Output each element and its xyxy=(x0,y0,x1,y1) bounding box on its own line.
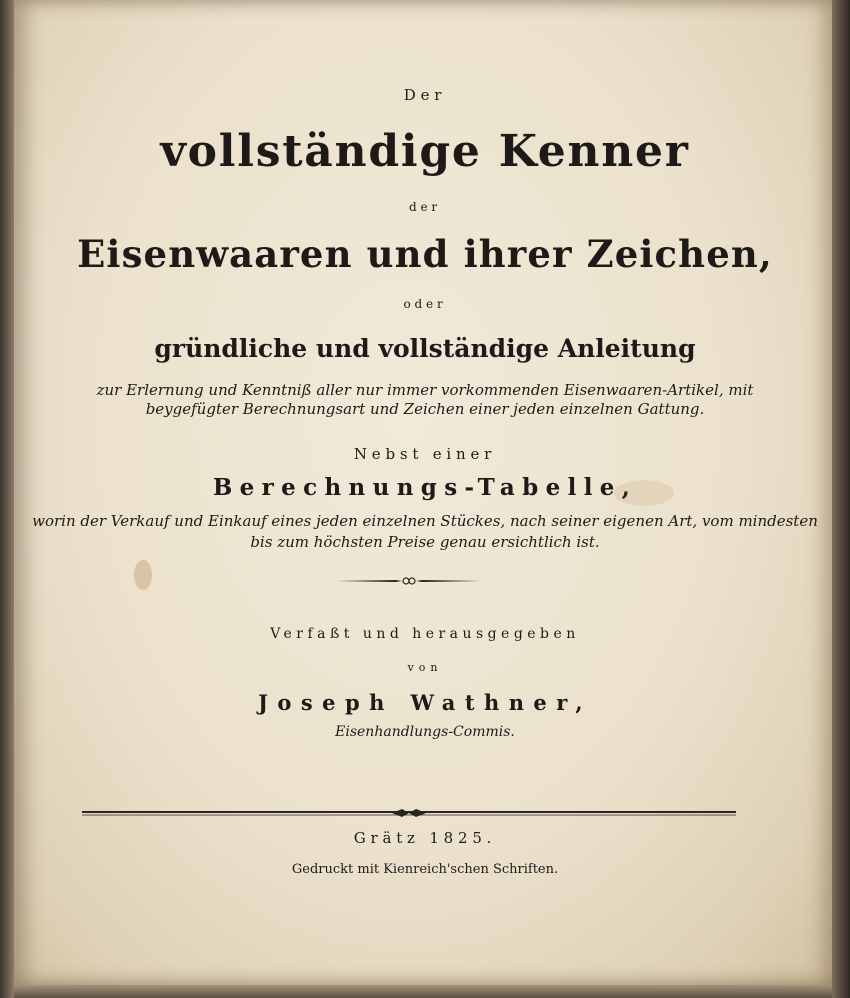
alternate-title: gründliche und vollständige Anleitung xyxy=(154,334,696,363)
table-description-line-2: bis zum höchsten Preise genau ersichtlich ist. xyxy=(250,533,600,551)
title-der: Der xyxy=(403,86,447,104)
title-oder: oder xyxy=(403,297,447,311)
author-role: Eisenhandlungs-Commis. xyxy=(335,724,515,740)
place-and-year: Grätz 1825. xyxy=(353,829,497,847)
description-line-1: zur Erlernung und Kenntniß aller nur immer vorkommenden Eisenwaaren-Artikel, mit xyxy=(96,381,754,399)
title-der-2: der xyxy=(408,200,442,214)
table-title: Berechnungs-Tabelle, xyxy=(212,474,638,501)
page-edge-bottom xyxy=(14,985,832,998)
nebst-einer: Nebst einer xyxy=(353,445,497,463)
von: von xyxy=(407,661,443,674)
ornament-divider xyxy=(336,575,482,587)
paper-stain xyxy=(134,560,152,590)
authored-by: Verfaßt und herausgegeben xyxy=(270,626,580,642)
printer-line: Gedruckt mit Kienreich'schen Schriften. xyxy=(291,862,559,877)
description-line-2: beygefügter Berechnungsart und Zeichen einer jeden einzelnen Gattung. xyxy=(145,400,705,418)
main-title: vollständige Kenner xyxy=(160,126,690,177)
table-description-line-1: worin der Verkauf und Einkauf eines jeden einzelnen Stückes, nach seiner eigenen Art, vom mindesten xyxy=(32,512,818,530)
author-name: Joseph Wathner, xyxy=(258,690,592,715)
subtitle: Eisenwaaren und ihrer Zeichen, xyxy=(77,232,773,276)
double-rule-divider xyxy=(82,806,736,820)
